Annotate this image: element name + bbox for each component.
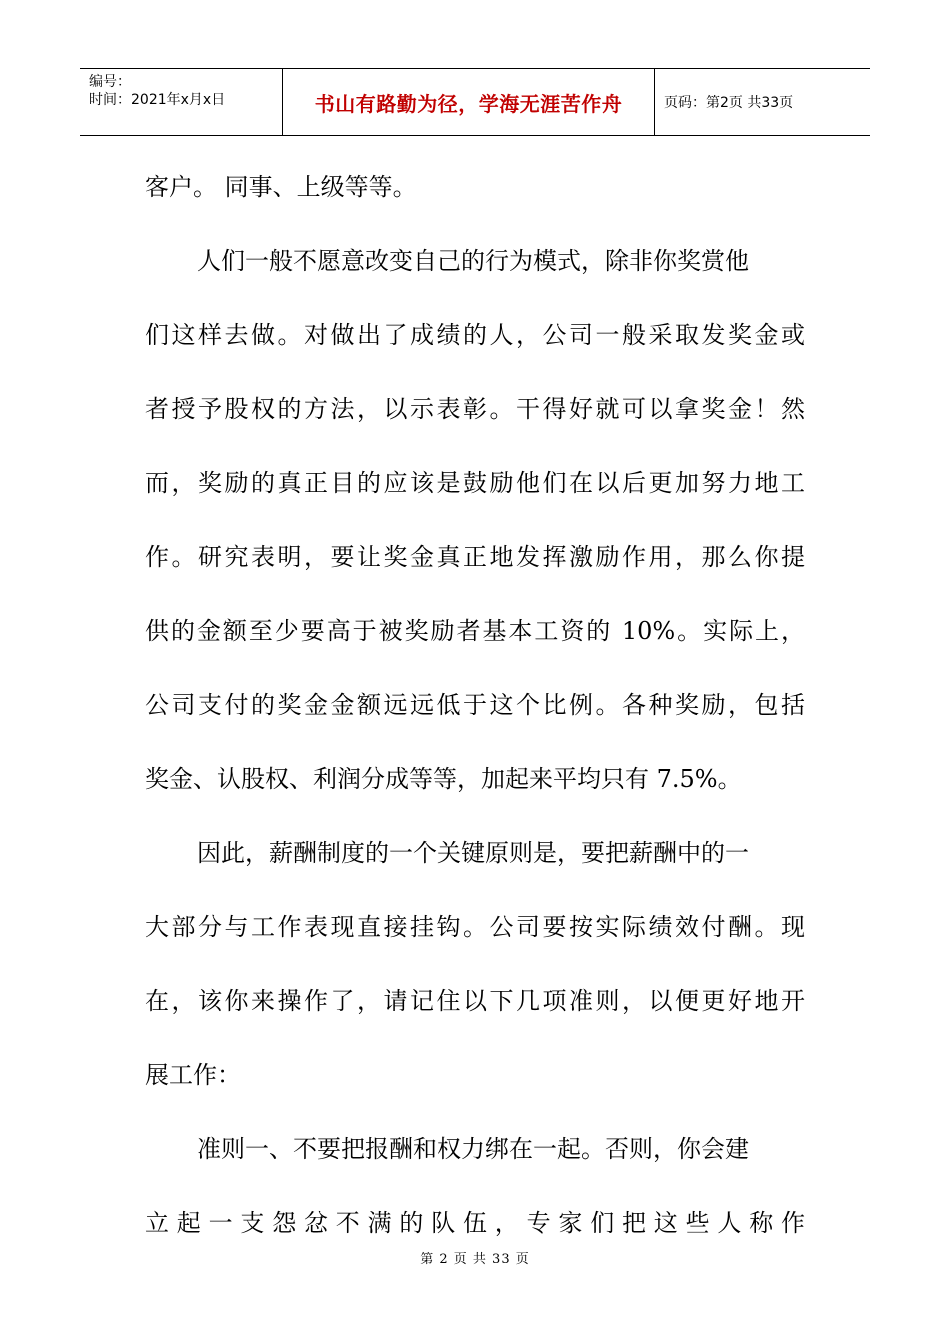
body-line: 公司支付的奖金金额远远低于这个比例。各种奖励，包括 xyxy=(145,691,805,719)
header-meta xyxy=(80,69,283,135)
header-number-label: 编号： xyxy=(89,74,131,90)
body-line: 准则一、不要把报酬和权力绑在一起。否则，你会建 xyxy=(197,1135,749,1163)
body-line: 人们一般不愿意改变自己的行为模式，除非你奖赏他 xyxy=(197,247,749,275)
page-header xyxy=(80,68,870,136)
document-body xyxy=(145,150,805,1260)
header-motto: 书山有路勤为径，学海无涯苦作舟 xyxy=(283,69,655,135)
body-line: 在，该你来操作了，请记住以下几项准则，以便更好地开 xyxy=(145,987,805,1015)
body-line: 因此，薪酬制度的一个关键原则是，要把薪酬中的一 xyxy=(197,839,749,867)
header-time-label: 时间：2021年x月x日 xyxy=(89,92,226,108)
body-line: 供的金额至少要高于被奖励者基本工资的 10%。实际上， xyxy=(145,617,805,645)
body-line: 立起一支怨忿不满的队伍，专家们把这些人称作 xyxy=(145,1209,805,1237)
page-footer: 第 2 页 共 33 页 xyxy=(420,1252,530,1267)
body-line: 者授予股权的方法，以示表彰。干得好就可以拿奖金！然 xyxy=(145,395,805,423)
header-page-info: 页码：第2页 共33页 xyxy=(664,95,794,111)
body-line: 展工作： xyxy=(145,1061,241,1089)
body-line: 客户。 同事、上级等等。 xyxy=(145,173,417,201)
body-line: 们这样去做。对做出了成绩的人，公司一般采取发奖金或 xyxy=(145,321,805,349)
body-line: 大部分与工作表现直接挂钩。公司要按实际绩效付酬。现 xyxy=(145,913,805,941)
body-line: 而，奖励的真正目的应该是鼓励他们在以后更加努力地工 xyxy=(145,469,805,497)
body-line: 作。研究表明，要让奖金真正地发挥激励作用，那么你提 xyxy=(145,543,805,571)
body-line: 奖金、认股权、利润分成等等，加起来平均只有 7.5%。 xyxy=(145,765,742,793)
